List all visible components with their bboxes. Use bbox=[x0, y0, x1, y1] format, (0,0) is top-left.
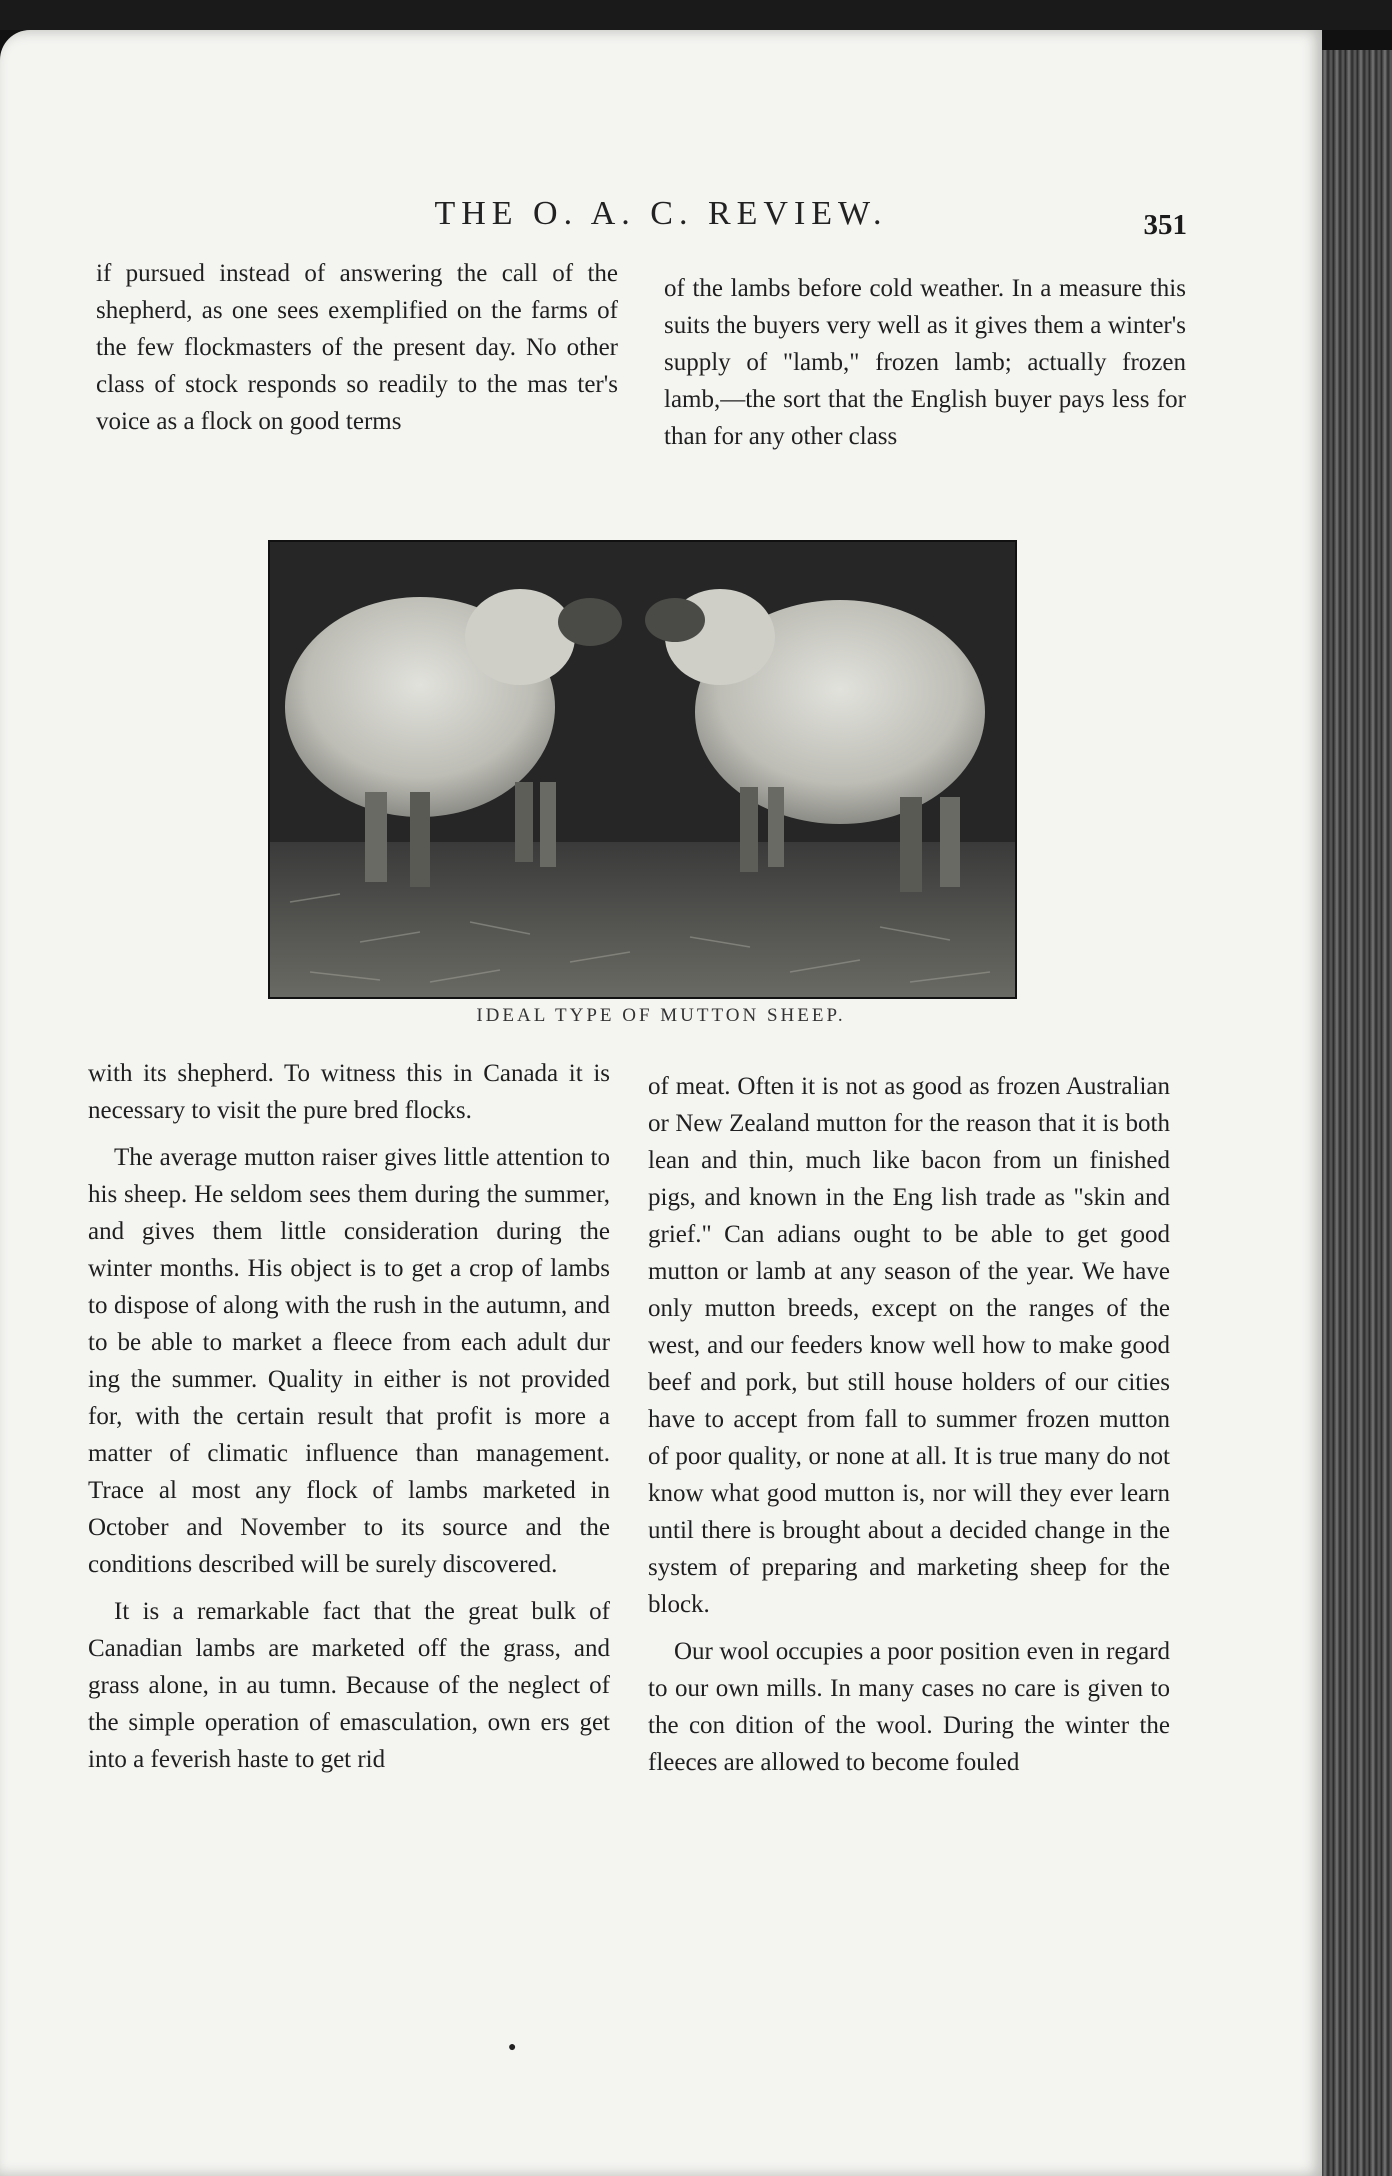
scan-top-band bbox=[0, 0, 1392, 30]
column-top-right bbox=[664, 270, 1186, 500]
paragraph: if pursued instead of answering the call of the shepherd, as one sees exemplified on the farms of the few flockmasters of the present day. No other class of stock responds so readily to the mas ter's voice as a flock on good terms bbox=[96, 260, 618, 435]
column-top-left bbox=[96, 255, 618, 485]
sheep-photo-illustration bbox=[270, 542, 1015, 997]
figure-caption: IDEAL TYPE OF MUTTON SHEEP. bbox=[476, 1005, 846, 1026]
column-bottom-right bbox=[648, 1068, 1170, 1781]
paragraph: with its shepherd. To witness this in Canada it is necessary to visit the pure bred flocks. bbox=[88, 1060, 610, 1124]
book-page-edges bbox=[1322, 50, 1392, 2176]
page-number: 351 bbox=[1143, 209, 1187, 241]
printer-dot: ● bbox=[508, 2040, 517, 2055]
column-bottom-left bbox=[88, 1055, 610, 1778]
sheep-photo bbox=[268, 540, 1017, 999]
paragraph: Our wool occupies a poor position even in regard to our own mills. In many cases no care is given to the con dition of the wool. During the winter the fleeces are allowed to become fouled bbox=[648, 1638, 1170, 1776]
paragraph: It is a remarkable fact that the great bulk of Canadian lambs are marketed off the grass, and grass alone, in au tumn. Because of the neglect of the simple operation of emasculation, own ers get into a feverish haste to get rid bbox=[88, 1598, 610, 1773]
paragraph: The average mutton raiser gives little attention to his sheep. He seldom sees them during the summer, and gives them little consideration during the winter months. His object is to get a crop of lambs to dispose of along with the rush in the autumn, and to be able to market a fleece from each adult dur ing the summer. Quality in either is not provided for, with the certain result that profit is more a matter of climatic influence than management. Trace al most any flock of lambs marketed in October and November to its source and the conditions described will be surely discovered. bbox=[88, 1144, 610, 1578]
paragraph: of meat. Often it is not as good as frozen Australian or New Zealand mutton for the reason that it is both lean and thin, much like bacon from un finished pigs, and known in the Eng lish trade as "skin and grief." Can adians ought to be able to get good mutton or lamb at any season of the year. We have only mutton breeds, except on the ranges of the west, and our feeders know well how to make good beef and pork, but still house holders of our cities have to accept from fall to summer frozen mutton of poor quality, or none at all. It is true many do not know what good mutton is, nor will they ever learn until there is brought about a decided change in the system of preparing and marketing sheep for the block. bbox=[648, 1073, 1170, 1618]
paragraph: of the lambs before cold weather. In a measure this suits the buyers very well as it gives them a winter's supply of "lamb," frozen lamb; actually frozen lamb,—the sort that the English buyer pays less for than for any other class bbox=[664, 275, 1186, 450]
running-title: THE O. A. C. REVIEW. bbox=[434, 195, 888, 232]
page-header bbox=[0, 195, 1322, 245]
